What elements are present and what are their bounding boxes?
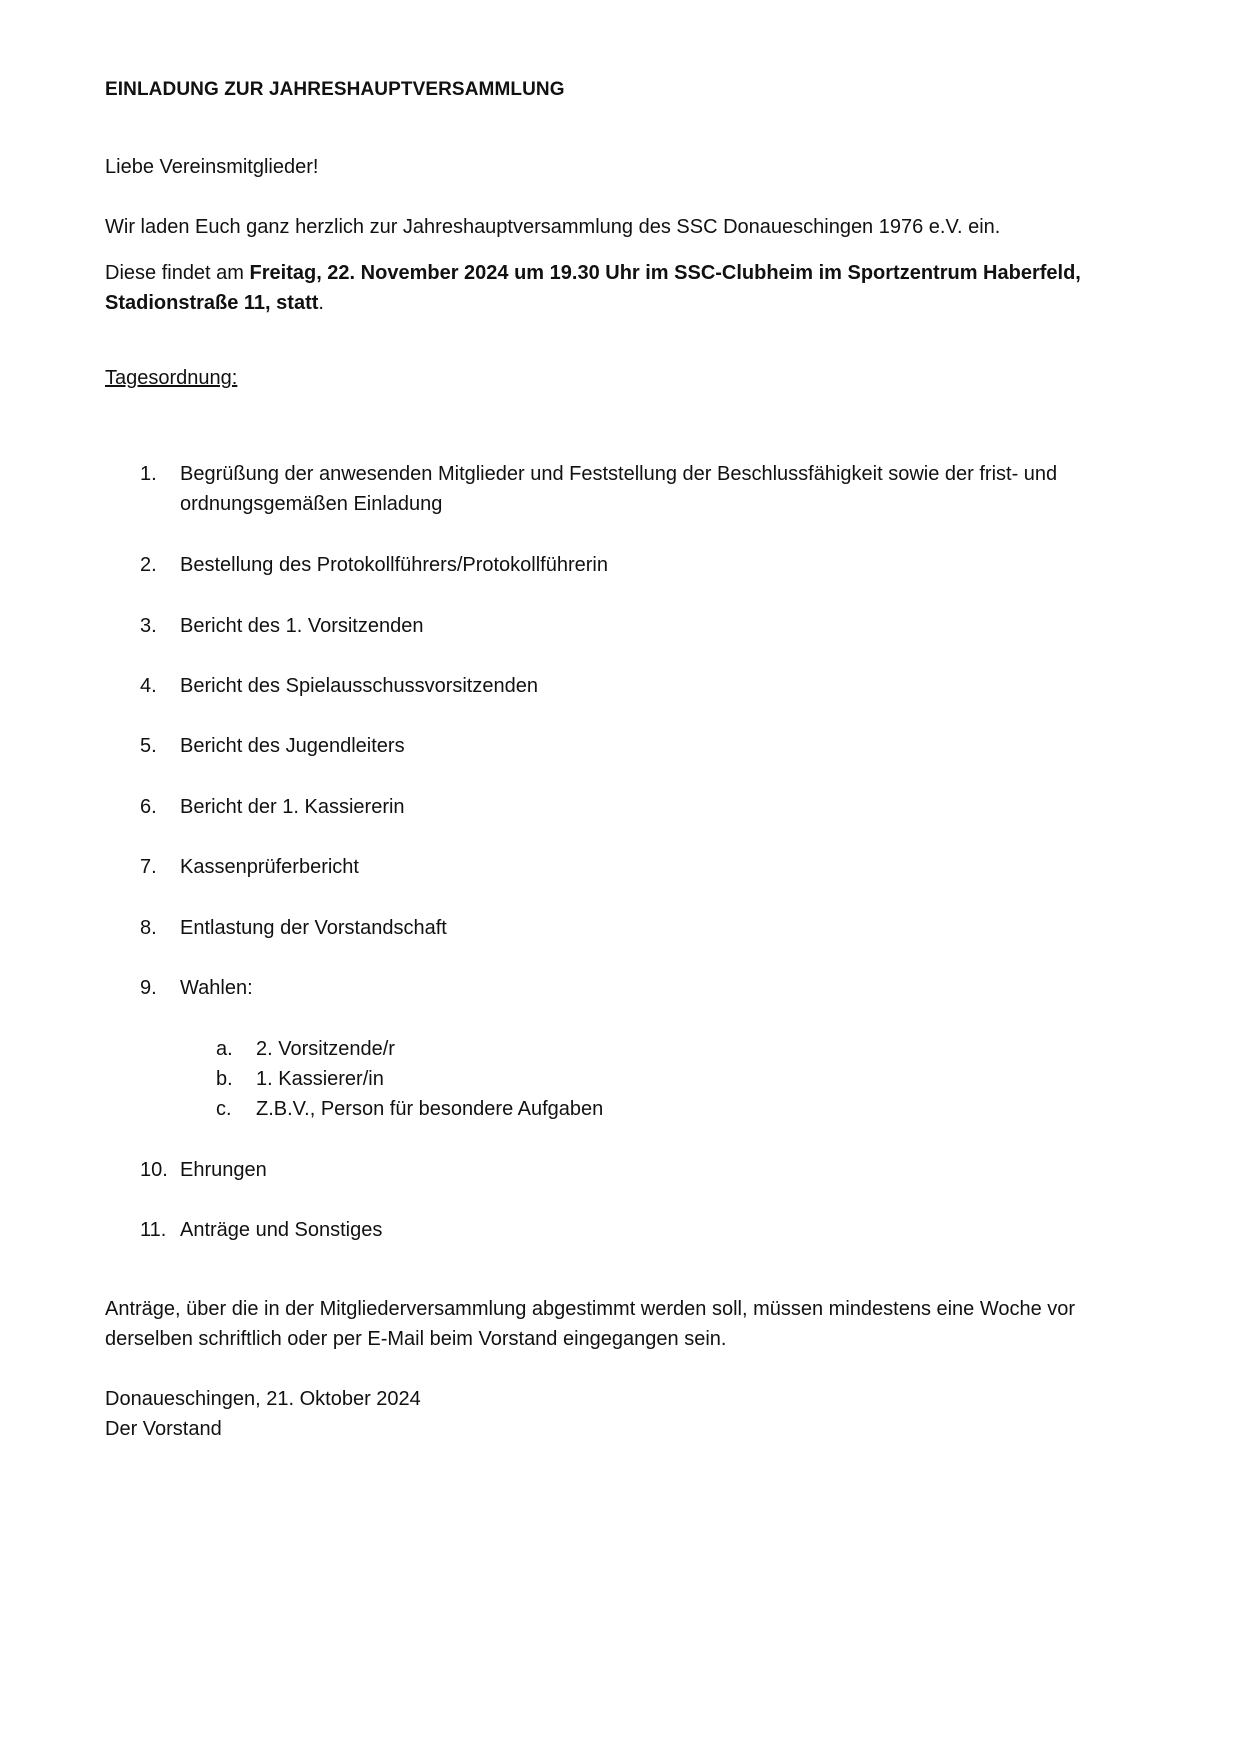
- document-title: EINLADUNG ZUR JAHRESHAUPTVERSAMMLUNG: [105, 79, 565, 100]
- agenda-item-number: 10.: [140, 1159, 168, 1181]
- agenda-item-number: 7.: [140, 856, 157, 878]
- agenda-item-number: 5.: [140, 735, 157, 757]
- agenda-item-number: 9.: [140, 977, 157, 999]
- details-date-location: Freitag, 22. November 2024 um 19.30 Uhr im SSC-Clubheim im Sportzentrum Haberfeld, Stadionstraße 11, statt: [105, 262, 1081, 314]
- election-item-text: Z.B.V., Person für besondere Aufgaben: [256, 1098, 604, 1120]
- agenda-item-text: Bericht der 1. Kassiererin: [180, 796, 405, 818]
- details-suffix: .: [318, 292, 324, 314]
- closing-paragraph: Anträge, über die in der Mitgliederversammlung abgestimmt werden soll, müssen mindestens eine Woche vor derselben schriftlich oder per E-Mail beim Vorstand eingegangen sein.: [105, 1298, 1076, 1350]
- signer: Der Vorstand: [105, 1418, 222, 1440]
- intro-paragraph: Wir laden Euch ganz herzlich zur Jahreshauptversammlung des SSC Donaueschingen 1976 e.V. ein.: [105, 216, 1001, 238]
- agenda-item-number: 3.: [140, 615, 157, 637]
- agenda-item-number: 4.: [140, 675, 157, 697]
- election-item-text: 1. Kassierer/in: [256, 1068, 384, 1090]
- agenda-item-number: 6.: [140, 796, 157, 818]
- agenda-item-text: Bestellung des Protokollführers/Protokollführerin: [180, 554, 608, 576]
- agenda-item-text: Begrüßung der anwesenden Mitglieder und Feststellung der Beschlussfähigkeit sowie der frist- und ordnungsgemäßen Einladung: [180, 463, 1058, 515]
- place-date: Donaueschingen, 21. Oktober 2024: [105, 1388, 421, 1410]
- agenda-item-text: Entlastung der Vorstandschaft: [180, 917, 447, 939]
- agenda-item-text: Ehrungen: [180, 1159, 267, 1181]
- election-item-letter: c.: [216, 1098, 232, 1120]
- agenda-item-text: Bericht des 1. Vorsitzenden: [180, 615, 424, 637]
- details-prefix: Diese findet am: [105, 262, 250, 284]
- meeting-details: [105, 258, 1155, 318]
- agenda-item-number: 2.: [140, 554, 157, 576]
- election-item-letter: a.: [216, 1038, 233, 1060]
- agenda-item-text: Anträge und Sonstiges: [180, 1219, 383, 1241]
- agenda-item-text: Kassenprüferbericht: [180, 856, 359, 878]
- election-item-text: 2. Vorsitzende/r: [256, 1038, 395, 1060]
- agenda-heading: Tagesordnung:: [105, 367, 238, 389]
- agenda-item-number: 1.: [140, 463, 157, 485]
- agenda-item-number: 8.: [140, 917, 157, 939]
- election-item-letter: b.: [216, 1068, 233, 1090]
- agenda-item-text: Wahlen:: [180, 977, 253, 999]
- agenda-item-number: 11.: [140, 1219, 167, 1241]
- greeting: Liebe Vereinsmitglieder!: [105, 156, 319, 178]
- agenda-item-text: Bericht des Spielausschussvorsitzenden: [180, 675, 538, 697]
- agenda-item-text: Bericht des Jugendleiters: [180, 735, 405, 757]
